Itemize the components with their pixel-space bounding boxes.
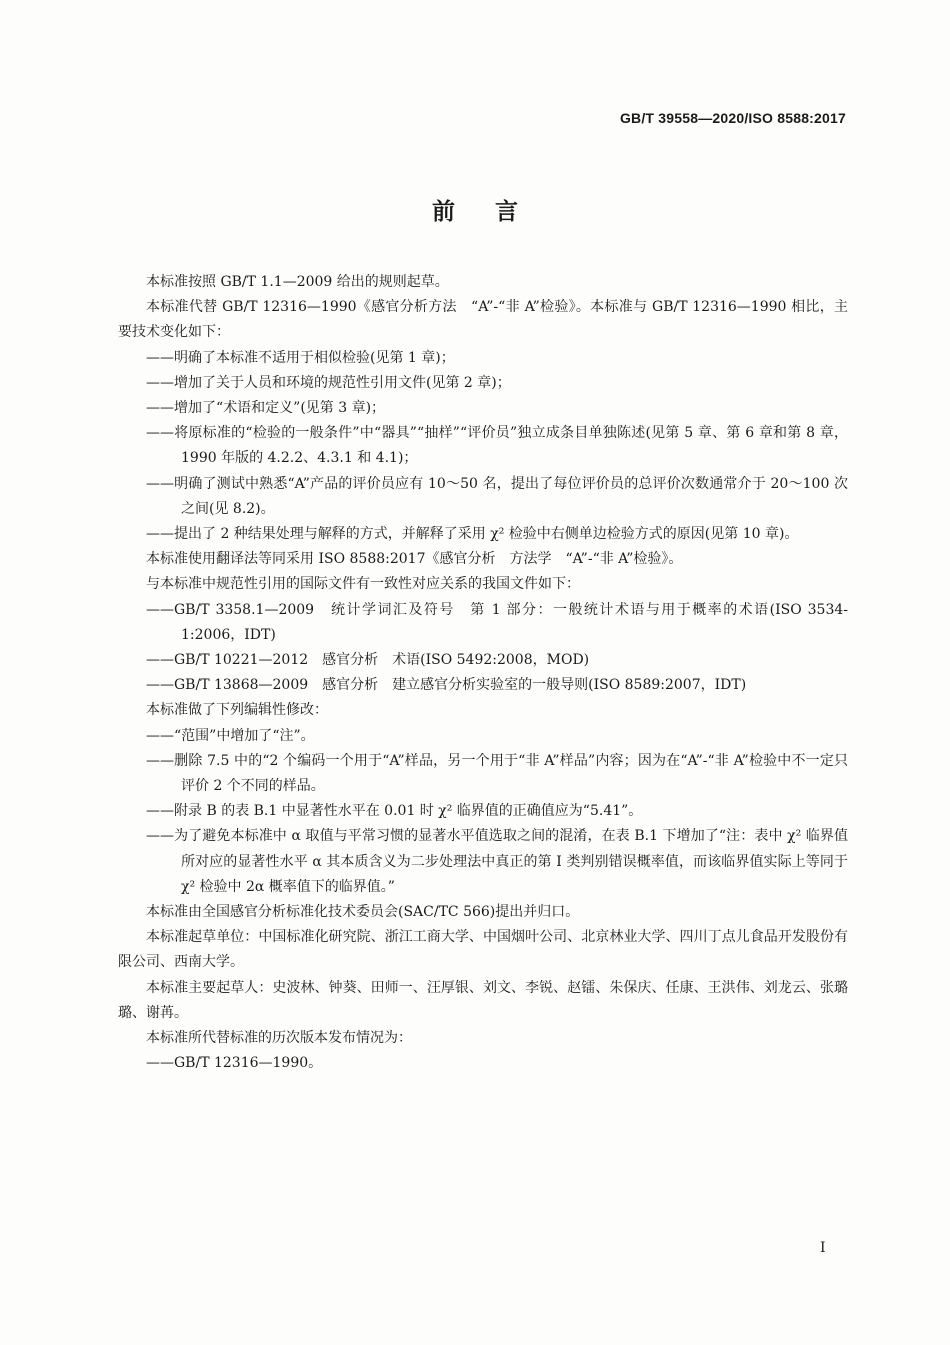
paragraph: 本标准所代替标准的历次版本发布情况为：	[146, 1030, 412, 1047]
list-item: ——明确了测试中熟悉“A”产品的评价员应有 10～50 名，提出了每位评价员的总评价次数通常介于 20～100 次之间(见 8.2)。	[146, 475, 848, 517]
paragraph: 与本标准中规范性引用的国际文件有一致性对应关系的我国文件如下：	[146, 576, 580, 593]
list-item: ——GB/T 3358.1—2009 统计学词汇及符号 第 1 部分：一般统计术语与用于概率的术语(ISO 3534-1:2006，IDT)	[146, 601, 848, 643]
list-item: ——为了避免本标准中 α 取值与平常习惯的显著水平值选取之间的混淆，在表 B.1 下增加了“注：表中 χ² 临界值所对应的显著性水平 α 其本质含义为二步处理法中真正的第 I 类判别错误概率值，而该临界值实际上等同于 χ² 检验中 2α 概率值下的临界值。”	[146, 828, 848, 895]
paragraph: 本标准做了下列编辑性修改：	[146, 702, 328, 719]
paragraph: 本标准由全国感官分析标准化技术委员会(SAC/TC 566)提出并归口。	[146, 904, 580, 921]
list-item: ——将原标准的“检验的一般条件”中“器具”“抽样”“评价员”独立成条目单独陈述(见第 5 章、第 6 章和第 8 章，1990 年版的 4.2.2、4.3.1 和 4.1)；	[146, 425, 848, 467]
standard-code: GB/T 39558—2020/ISO 8588:2017	[619, 110, 846, 126]
list-item: ——附录 B 的表 B.1 中显著性水平在 0.01 时 χ² 临界值的正确值应为“5.41”。	[146, 803, 643, 820]
page-number: I	[820, 1240, 826, 1256]
list-item: ——明确了本标准不适用于相似检验(见第 1 章)；	[146, 349, 455, 366]
list-item: ——增加了关于人员和环境的规范性引用文件(见第 2 章)；	[146, 374, 511, 391]
paragraph: 本标准使用翻译法等同采用 ISO 8588:2017《感官分析 方法学 “A”-“非 A”检验》。	[146, 551, 683, 568]
list-item: ——删除 7.5 中的“2 个编码一个用于“A”样品，另一个用于“非 A”样品”内容；因为在“A”-“非 A”检验中不一定只评价 2 个不同的样品。	[146, 752, 848, 795]
paragraph: 本标准代替 GB/T 12316—1990《感官分析方法 “A”-“非 A”检验》。本标准与 GB/T 12316—1990 相比，主要技术变化如下：	[118, 299, 848, 341]
paragraph: 本标准主要起草人：史波林、钟葵、田师一、汪厚银、刘文、李锐、赵镭、朱保庆、任康、王洪伟、刘龙云、张璐璐、谢苒。	[118, 979, 848, 1021]
list-item: ——增加了“术语和定义”(见第 3 章)；	[146, 400, 386, 417]
list-item: ——GB/T 12316—1990。	[146, 1055, 323, 1072]
list-item: ——提出了 2 种结果处理与解释的方式，并解释了采用 χ² 检验中右侧单边检验方式的原因(见第 10 章)。	[146, 526, 799, 543]
page-title: 前言	[432, 199, 558, 225]
list-item: ——GB/T 13868—2009 感官分析 建立感官分析实验室的一般导则(ISO 8589:2007，IDT)	[146, 677, 747, 694]
list-item: ——“范围”中增加了“注”。	[146, 727, 315, 744]
foreword-body	[118, 270, 848, 1077]
list-item: ——GB/T 10221—2012 感官分析 术语(ISO 5492:2008，MOD)	[146, 652, 590, 669]
paragraph: 本标准起草单位：中国标准化研究院、浙江工商大学、中国烟叶公司、北京林业大学、四川丁点儿食品开发股份有限公司、西南大学。	[118, 929, 848, 971]
paragraph: 本标准按照 GB/T 1.1—2009 给出的规则起草。	[146, 274, 449, 290]
